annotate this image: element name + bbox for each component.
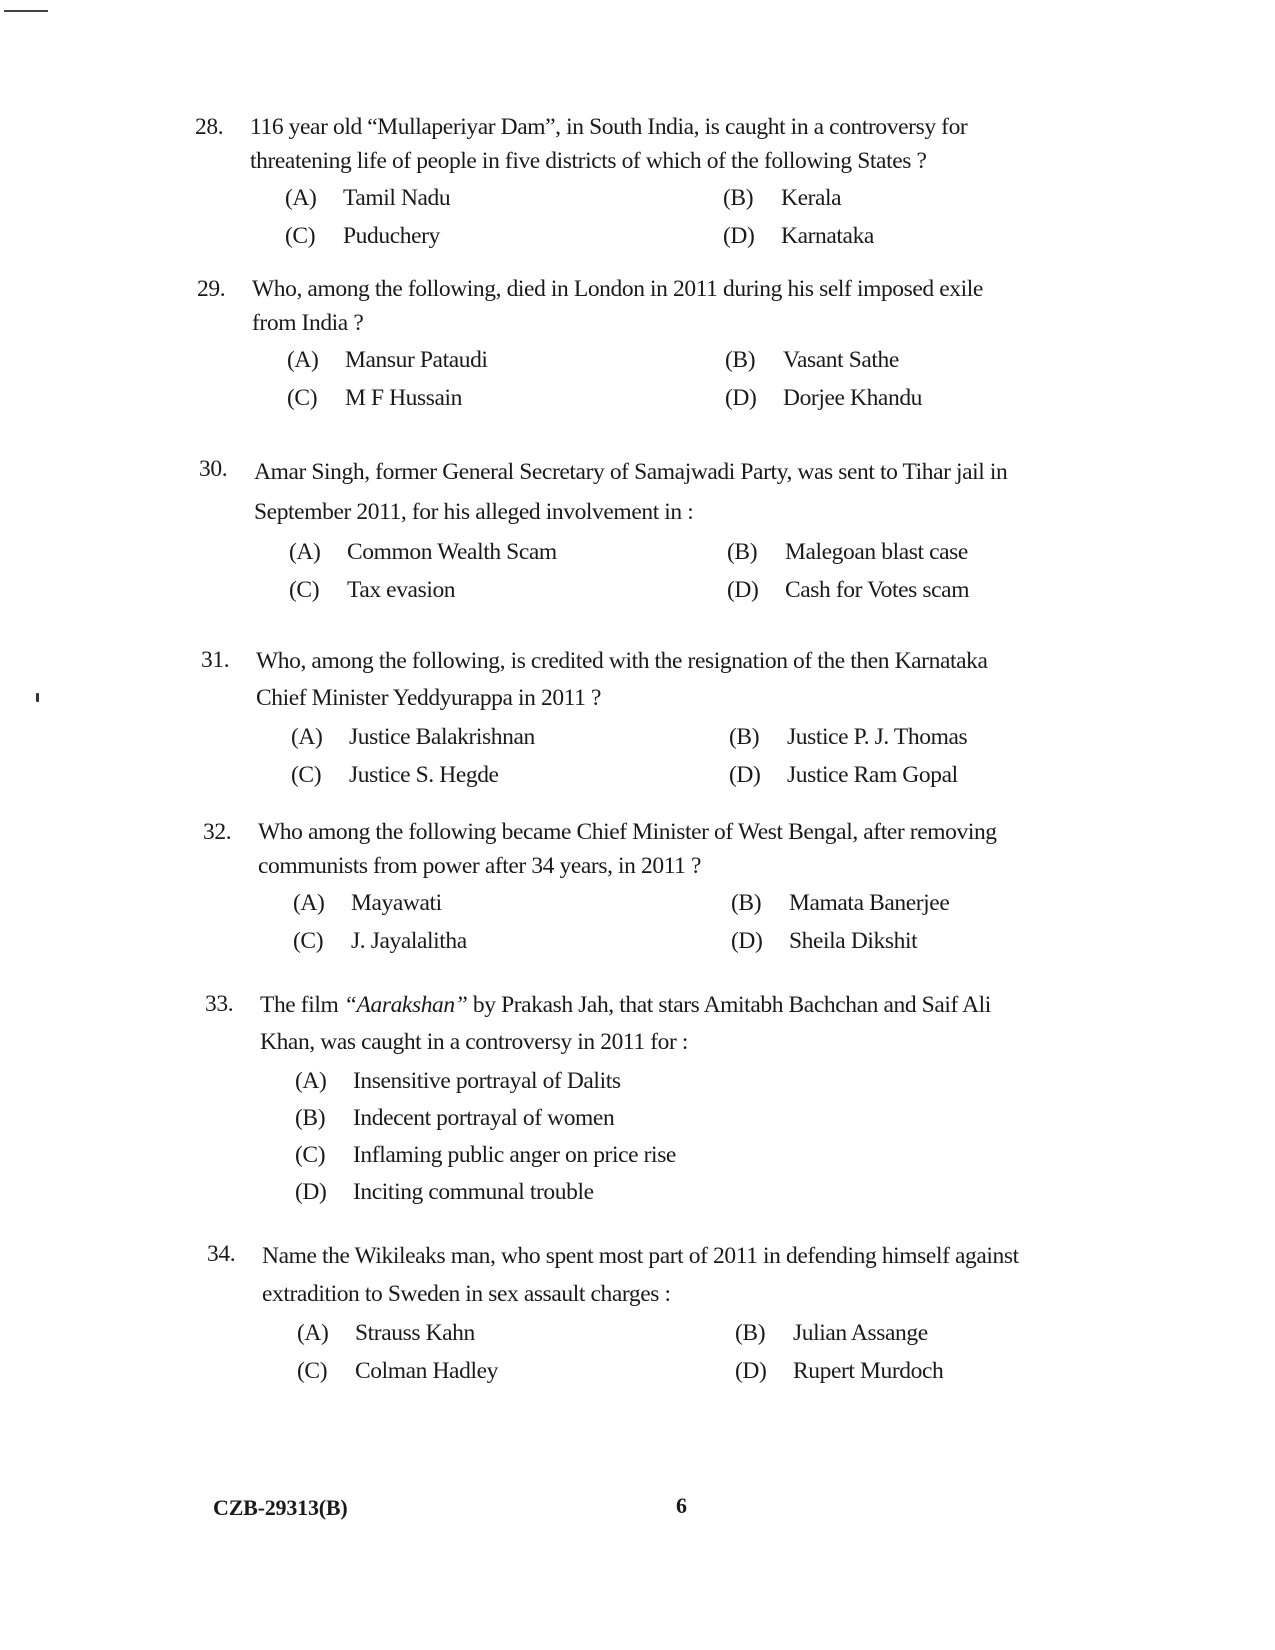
option-letter: (B) bbox=[729, 724, 760, 750]
option-letter: (A) bbox=[285, 185, 317, 211]
stray-mark bbox=[36, 693, 39, 702]
option-letter: (A) bbox=[291, 724, 323, 750]
option-d bbox=[731, 923, 1071, 959]
question-text-after: by Prakash Jah, that stars Amitabh Bachchan and Saif Ali Khan, was caught in a controversy in 2011 for : bbox=[260, 992, 991, 1055]
option-c bbox=[295, 1137, 1020, 1174]
options-grid bbox=[297, 1315, 1075, 1389]
option-d bbox=[729, 757, 1069, 793]
option-letter: (D) bbox=[723, 223, 755, 249]
question-29 bbox=[197, 272, 1065, 416]
paper-code: CZB-29313(B) bbox=[213, 1495, 348, 1520]
option-a bbox=[285, 180, 723, 216]
option-c bbox=[291, 757, 729, 793]
option-text: Inciting communal trouble bbox=[353, 1179, 594, 1205]
option-letter: (C) bbox=[295, 1142, 326, 1168]
option-text: Inflaming public anger on price rise bbox=[353, 1142, 676, 1168]
options-grid bbox=[293, 885, 1071, 959]
question-number: 30. bbox=[199, 456, 228, 482]
option-d bbox=[295, 1174, 1020, 1211]
option-letter: (C) bbox=[291, 762, 322, 788]
option-b bbox=[735, 1315, 1075, 1351]
question-34 bbox=[207, 1237, 1075, 1389]
option-text: Colman Hadley bbox=[355, 1358, 498, 1384]
option-text: M F Hussain bbox=[345, 385, 463, 411]
option-text: Tamil Nadu bbox=[343, 185, 451, 211]
option-c bbox=[289, 572, 727, 608]
question-number: 32. bbox=[203, 819, 232, 845]
question-header bbox=[205, 987, 1020, 1061]
option-text: Strauss Kahn bbox=[355, 1320, 475, 1346]
option-b bbox=[731, 885, 1071, 921]
option-d bbox=[723, 218, 1063, 254]
option-text: Sheila Dikshit bbox=[789, 928, 918, 954]
option-text: Justice Balakrishnan bbox=[349, 724, 535, 750]
option-text: Insensitive portrayal of Dalits bbox=[353, 1068, 621, 1094]
option-letter: (B) bbox=[727, 539, 758, 565]
question-number: 29. bbox=[197, 276, 226, 302]
option-text: Cash for Votes scam bbox=[785, 577, 970, 603]
option-letter: (C) bbox=[285, 223, 316, 249]
option-a bbox=[287, 342, 725, 378]
option-b bbox=[295, 1100, 1020, 1137]
option-text: Dorjee Khandu bbox=[783, 385, 923, 411]
option-text: Justice P. J. Thomas bbox=[787, 724, 968, 750]
question-header bbox=[199, 452, 1067, 532]
option-letter: (B) bbox=[731, 890, 762, 916]
option-letter: (A) bbox=[295, 1068, 327, 1094]
option-letter: (D) bbox=[727, 577, 759, 603]
options-grid bbox=[291, 719, 1069, 793]
question-text: Who, among the following, is credited with the resignation of the then Karnataka Chief Minister Yeddyurappa in 2011 ? bbox=[256, 648, 988, 711]
question-header bbox=[207, 1237, 1075, 1313]
option-b bbox=[723, 180, 1063, 216]
option-text: Malegoan blast case bbox=[785, 539, 968, 565]
option-letter: (B) bbox=[725, 347, 756, 373]
option-text: Justice Ram Gopal bbox=[787, 762, 958, 788]
question-number: 33. bbox=[205, 991, 234, 1017]
question-number: 28. bbox=[195, 114, 224, 140]
option-b bbox=[725, 342, 1065, 378]
option-a bbox=[295, 1063, 1020, 1100]
corner-mark bbox=[4, 10, 48, 12]
option-text: Rupert Murdoch bbox=[793, 1358, 944, 1384]
option-b bbox=[729, 719, 1069, 755]
option-c bbox=[293, 923, 731, 959]
option-d bbox=[735, 1353, 1075, 1389]
question-text bbox=[260, 987, 1020, 1061]
option-text: Puduchery bbox=[343, 223, 440, 249]
question-number: 31. bbox=[201, 647, 230, 673]
option-letter: (A) bbox=[297, 1320, 329, 1346]
options-grid bbox=[287, 342, 1065, 416]
option-letter: (D) bbox=[295, 1179, 327, 1205]
option-text: Mansur Pataudi bbox=[345, 347, 488, 373]
options-list bbox=[295, 1063, 1020, 1211]
options-grid bbox=[285, 180, 1063, 254]
option-c bbox=[297, 1353, 735, 1389]
option-letter: (D) bbox=[729, 762, 761, 788]
question-30 bbox=[199, 452, 1067, 608]
option-text: Tax evasion bbox=[347, 577, 456, 603]
option-a bbox=[293, 885, 731, 921]
option-text: Julian Assange bbox=[793, 1320, 928, 1346]
option-letter: (D) bbox=[725, 385, 757, 411]
option-text: Justice S. Hegde bbox=[349, 762, 499, 788]
option-text: Common Wealth Scam bbox=[347, 539, 557, 565]
option-text: Indecent portrayal of women bbox=[353, 1105, 615, 1131]
option-c bbox=[285, 218, 723, 254]
question-text: 116 year old “Mullaperiyar Dam”, in South India, is caught in a controversy for threatening life of people in five districts of which of the following States ? bbox=[250, 114, 968, 174]
question-28 bbox=[195, 110, 1063, 254]
question-text: Name the Wikileaks man, who spent most part of 2011 in defending himself against extradition to Sweden in sex assault charges : bbox=[262, 1243, 1019, 1307]
question-31 bbox=[201, 643, 1069, 793]
page-number: 6 bbox=[676, 1493, 687, 1518]
question-text: Who, among the following, died in London in 2011 during his self imposed exile from India ? bbox=[252, 276, 983, 336]
option-letter: (C) bbox=[293, 928, 324, 954]
option-letter: (B) bbox=[735, 1320, 766, 1346]
option-letter: (D) bbox=[731, 928, 763, 954]
question-header bbox=[201, 643, 1069, 717]
option-a bbox=[291, 719, 729, 755]
question-header bbox=[203, 815, 1071, 883]
question-number: 34. bbox=[207, 1241, 236, 1267]
question-32 bbox=[203, 815, 1071, 959]
option-letter: (C) bbox=[297, 1358, 328, 1384]
option-c bbox=[287, 380, 725, 416]
question-text: Who among the following became Chief Minister of West Bengal, after removing communists from power after 34 years, in 2011 ? bbox=[258, 819, 997, 879]
option-a bbox=[289, 534, 727, 570]
option-text: Vasant Sathe bbox=[783, 347, 899, 373]
question-text: Amar Singh, former General Secretary of Samajwadi Party, was sent to Tihar jail in September 2011, for his alleged involvement in : bbox=[254, 459, 1008, 525]
option-letter: (A) bbox=[289, 539, 321, 565]
options-grid bbox=[289, 534, 1067, 608]
option-d bbox=[727, 572, 1067, 608]
option-letter: (A) bbox=[287, 347, 319, 373]
option-text: Mayawati bbox=[351, 890, 442, 916]
film-title: “Aarakshan” bbox=[343, 992, 468, 1018]
question-33 bbox=[205, 987, 1020, 1211]
option-text: Kerala bbox=[781, 185, 842, 211]
option-letter: (A) bbox=[293, 890, 325, 916]
question-header bbox=[197, 272, 1065, 340]
option-d bbox=[725, 380, 1065, 416]
option-a bbox=[297, 1315, 735, 1351]
option-text: Karnataka bbox=[781, 223, 874, 249]
question-header bbox=[195, 110, 1063, 178]
option-letter: (B) bbox=[295, 1105, 326, 1131]
option-letter: (B) bbox=[723, 185, 754, 211]
option-b bbox=[727, 534, 1067, 570]
option-text: J. Jayalalitha bbox=[351, 928, 467, 954]
question-text-before: The film bbox=[260, 992, 344, 1018]
option-letter: (D) bbox=[735, 1358, 767, 1384]
option-letter: (C) bbox=[287, 385, 318, 411]
option-text: Mamata Banerjee bbox=[789, 890, 950, 916]
option-letter: (C) bbox=[289, 577, 320, 603]
